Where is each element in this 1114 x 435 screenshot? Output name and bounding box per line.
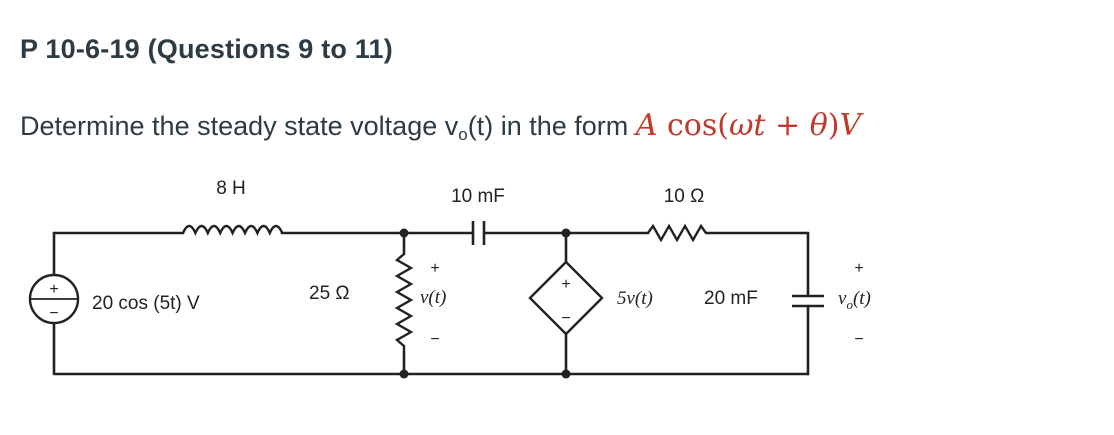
vt-label: v(t) bbox=[420, 287, 447, 308]
vo-minus: − bbox=[854, 331, 864, 348]
junction-dot-top-mid bbox=[562, 229, 571, 238]
capacitor-20mf-plates bbox=[792, 296, 824, 306]
resistor-10ohm bbox=[648, 226, 710, 240]
voltage-source-plus: + bbox=[49, 281, 59, 298]
formula-theta: θ bbox=[809, 108, 828, 143]
junction-dot-bottom-mid bbox=[562, 370, 571, 379]
prompt-text-before: Determine the steady state voltage v bbox=[20, 111, 459, 141]
resistor-25ohm bbox=[397, 254, 411, 352]
formula-cos: cos( bbox=[657, 108, 729, 143]
vo-label: $v_o(t)$ bbox=[838, 288, 871, 312]
voltage-source-label: 20 cos (5t) V bbox=[92, 293, 200, 314]
formula-volt: V bbox=[839, 108, 862, 143]
vo-plus: + bbox=[854, 260, 864, 277]
inductor-label: 8 H bbox=[216, 178, 246, 199]
prompt-subscript: o bbox=[458, 125, 468, 144]
resistor-25ohm-label: 25 Ω bbox=[309, 283, 350, 304]
dependent-source-label: 5v(t) bbox=[617, 288, 653, 309]
prompt-text-after: (t) in the form bbox=[467, 111, 636, 141]
capacitor-20mf-label: 20 mF bbox=[704, 288, 758, 309]
capacitor-10mf-label: 10 mF bbox=[451, 186, 505, 207]
formula-amplitude: A bbox=[635, 108, 658, 143]
junction-dot-bottom-left bbox=[400, 370, 409, 379]
wire-bottom-left bbox=[54, 323, 404, 374]
capacitor-10mf-plates bbox=[473, 221, 484, 245]
vt-plus: + bbox=[430, 260, 440, 277]
voltage-source-minus: − bbox=[49, 305, 59, 322]
formula-plus: + bbox=[765, 108, 810, 143]
problem-heading: P 10-6-19 (Questions 9 to 11) bbox=[20, 34, 393, 64]
junction-dot-top-left bbox=[400, 229, 409, 238]
formula-omega-t: ωt bbox=[728, 108, 766, 143]
formula-close: ) bbox=[827, 108, 840, 143]
vt-minus: − bbox=[430, 331, 440, 348]
inductor-coil bbox=[183, 226, 282, 233]
resistor-10ohm-label: 10 Ω bbox=[663, 186, 705, 207]
dependent-source-plus: + bbox=[561, 276, 571, 293]
dependent-source-minus: − bbox=[561, 310, 571, 327]
